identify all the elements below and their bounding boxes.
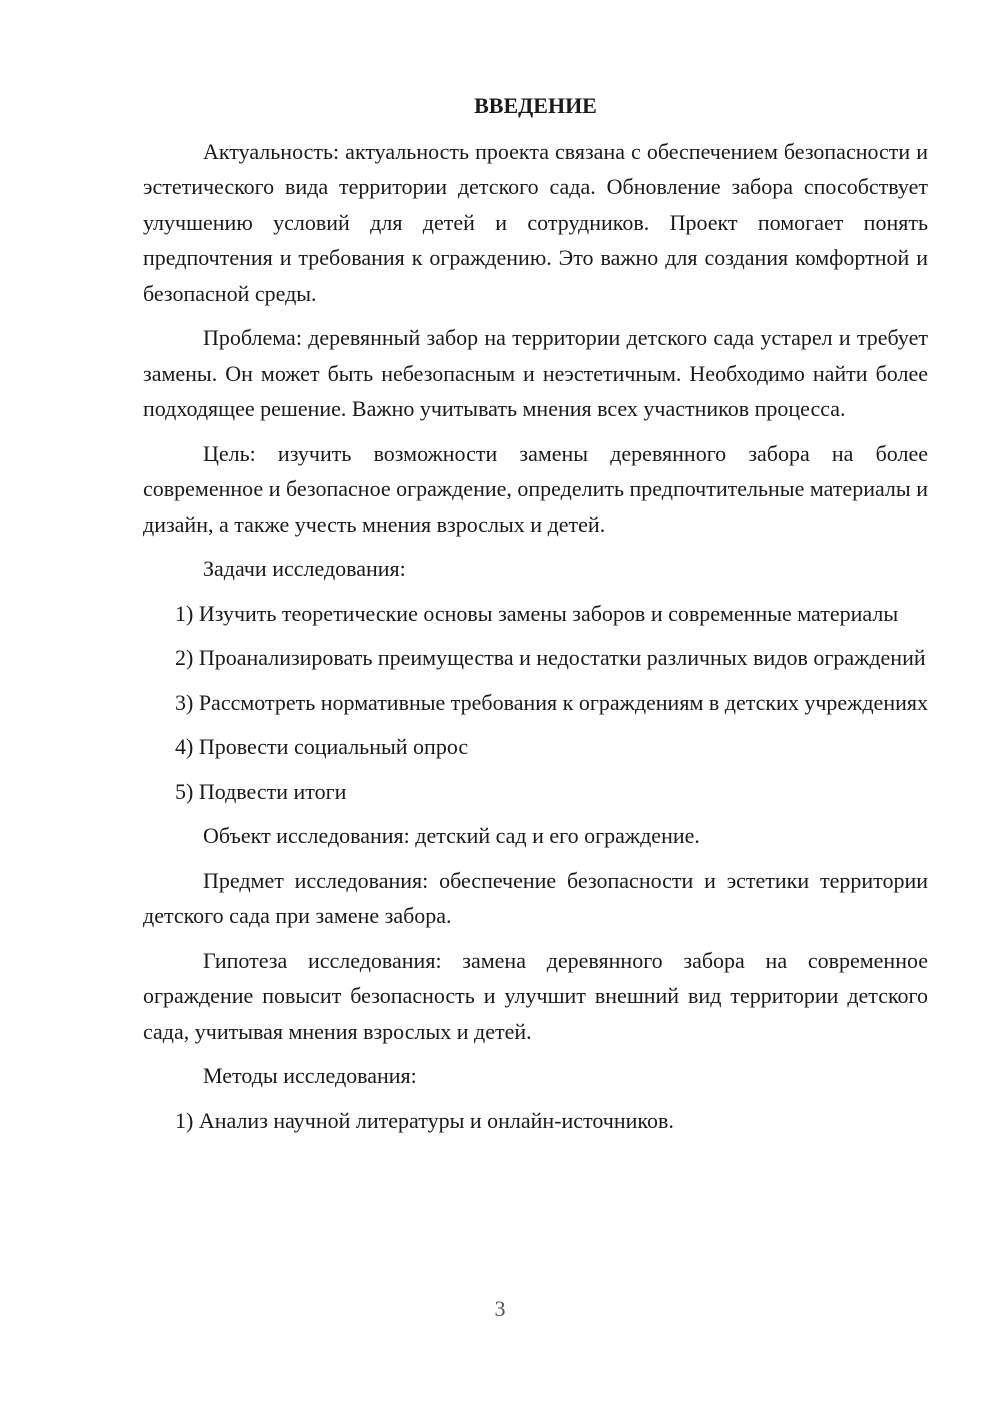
task-item: 5) Подвести итоги — [175, 778, 347, 804]
task-item: 4) Провести социальный опрос — [175, 734, 469, 759]
page-number: 3 — [494, 1296, 506, 1321]
object-paragraph: Объект исследования: детский сад и его ограждение. — [203, 823, 700, 848]
relevance-paragraph: Актуальность: актуальность проекта связана с обеспечением безопасности и эстетического вида территории детского сада. Обновление забора способствует улучшению условий для детей и сотрудников. Проект помогает понять предпочтения и требования к ограждению. Это важно для создания комфортной и безопасной среды. — [143, 138, 928, 306]
task-item: 1) Изучить теоретические основы замены заборов и современные материалы — [175, 600, 899, 626]
document-page — [143, 88, 928, 1147]
page-title: ВВЕДЕНИЕ — [474, 93, 597, 118]
problem-paragraph: Проблема: деревянный забор на территории детского сада устарел и требует замены. Он может быть небезопасным и неэстетичным. Необходимо найти более подходящее решение. Важно учитывать мнения всех участников процесса. — [143, 325, 928, 421]
method-item: 1) Анализ научной литературы и онлайн-источников. — [175, 1107, 674, 1133]
tasks-heading: Задачи исследования: — [203, 556, 406, 581]
task-item: 3) Рассмотреть нормативные требования к ограждениям в детских учреждениях — [175, 689, 928, 715]
hypothesis-paragraph: Гипотеза исследования: замена деревянного забора на современное ограждение повысит безопасность и улучшит внешний вид территории детского сада, учитывая мнения взрослых и детей. — [143, 947, 928, 1044]
subject-paragraph: Предмет исследования: обеспечение безопасности и эстетики территории детского сада при замене забора. — [143, 867, 928, 928]
methods-heading: Методы исследования: — [203, 1063, 417, 1088]
task-item: 2) Проанализировать преимущества и недостатки различных видов ограждений — [175, 645, 926, 670]
goal-paragraph: Цель: изучить возможности замены деревянного забора на более современное и безопасное ограждение, определить предпочтительные материалы и дизайн, а также учесть мнения взрослых и детей. — [143, 440, 928, 537]
